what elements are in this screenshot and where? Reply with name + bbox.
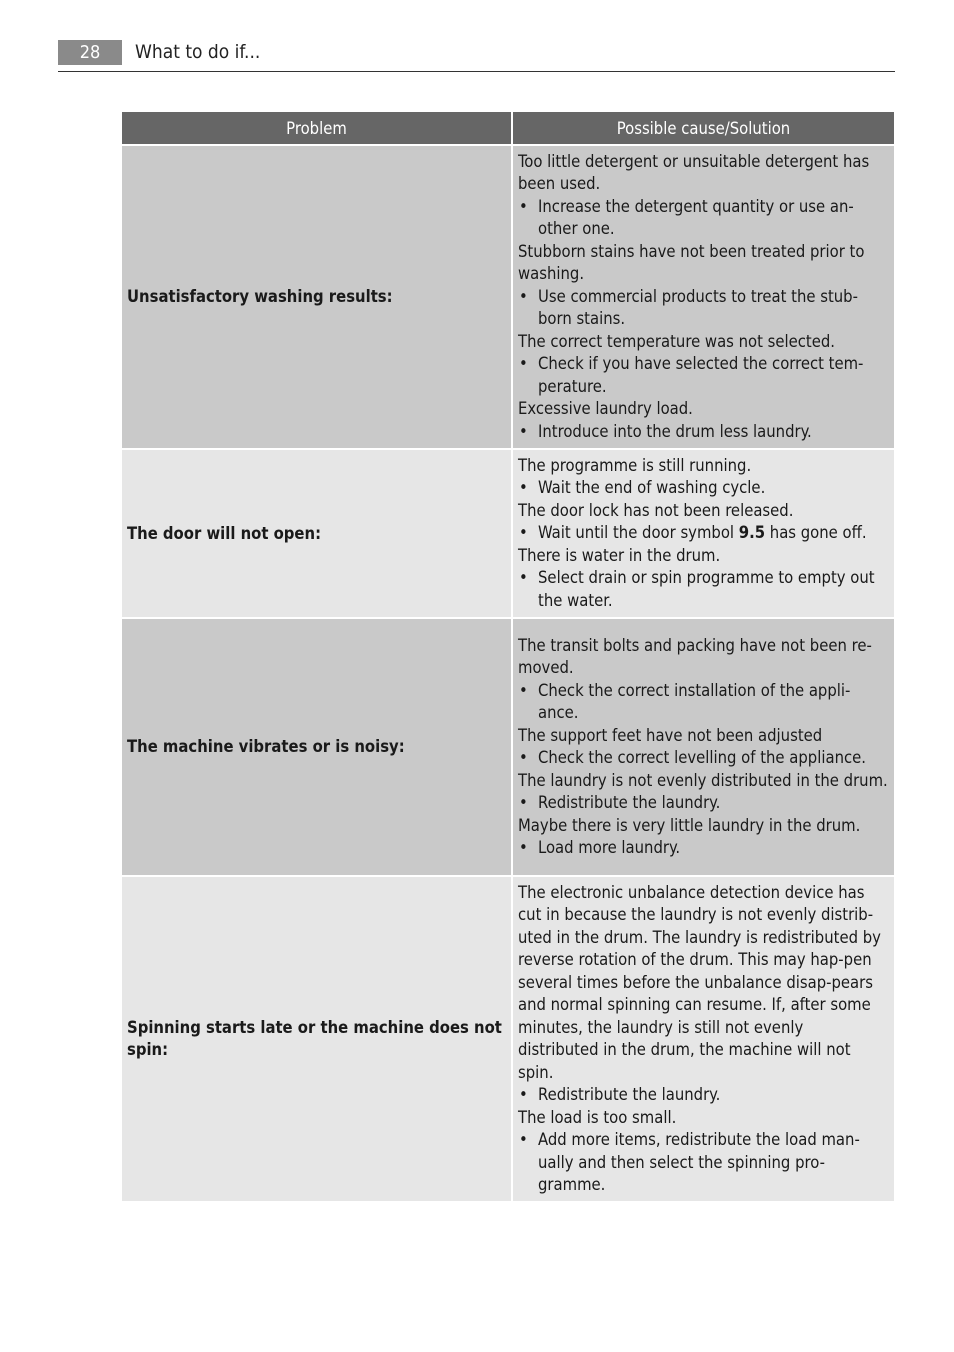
problem-cell: Spinning starts late or the machine does not spin: [122, 877, 511, 1201]
cause-text: The programme is still running. [518, 455, 752, 475]
cause-text: The load is too small. [518, 1107, 677, 1127]
solution-cell [513, 450, 894, 617]
problem-cell: The machine vibrates or is noisy: [122, 619, 511, 875]
cause-text: Stubborn stains have not been treated prior to washing. [518, 241, 865, 284]
cause-text: The electronic unbalance detection device has cut in because the laundry is not evenly distrib-uted in the drum. The laundry is redistributed by reverse rotation of the drum. This may hap-pen several times before the unbalance disap-pears and normal spinning can resume. If, after some minutes, the laundry is still not evenly distributed in the drum, the machine will not spin. [518, 882, 881, 1082]
cause-text: The laundry is not evenly distributed in the drum. [518, 770, 888, 790]
table-row [122, 619, 894, 875]
cause-text: Maybe there is very little laundry in the drum. [518, 815, 861, 835]
solution-bullet [518, 522, 888, 545]
solution-cell [513, 877, 894, 1201]
cause-text: The correct temperature was not selected. [518, 331, 836, 351]
solution-bullet: • Use commercial products to treat the stub-born stains. [518, 286, 888, 331]
cause-text: The transit bolts and packing have not been re-moved. [518, 635, 872, 677]
solution-text: has gone off. [765, 523, 867, 543]
solution-bullet: • Redistribute the laundry. [518, 792, 888, 815]
cause-text: Excessive laundry load. [518, 399, 693, 419]
table-row [122, 877, 894, 1201]
section-title: What to do if... [135, 41, 261, 63]
page-header [58, 40, 895, 72]
table-row [122, 450, 894, 617]
cause-text: The door lock has not been released. [518, 500, 794, 520]
solution-cell [513, 146, 894, 448]
solution-bullet: • Check the correct installation of the appli-ance. [518, 680, 888, 725]
solution-bullet: • Load more laundry. [518, 837, 888, 860]
solution-bullet: • Select drain or spin programme to empty out the water. [518, 567, 888, 612]
problem-cell: Unsatisfactory washing results: [122, 146, 511, 448]
solution-bullet: • Check if you have selected the correct tem-perature. [518, 353, 888, 398]
column-header-problem: Problem [122, 112, 511, 144]
cause-text: The support feet have not been adjusted [518, 725, 823, 745]
table-header-row [122, 112, 894, 144]
table-row [122, 146, 894, 448]
solution-cell [513, 619, 894, 875]
cause-text: Too little detergent or unsuitable detergent has been used. [518, 151, 870, 194]
door-symbol: 9.5 [738, 523, 766, 543]
column-header-solution: Possible cause/Solution [513, 112, 894, 144]
solution-bullet: • Add more items, redistribute the load man-ually and then select the spinning pro-gramme. [518, 1129, 888, 1197]
solution-bullet: • Wait the end of washing cycle. [518, 477, 888, 500]
troubleshooting-table [120, 110, 896, 1203]
solution-text: Wait until the door symbol [538, 523, 739, 543]
problem-cell: The door will not open: [122, 450, 511, 617]
page-number: 28 [58, 40, 122, 65]
solution-bullet: • Increase the detergent quantity or use an-other one. [518, 196, 888, 241]
solution-bullet: • Introduce into the drum less laundry. [518, 421, 888, 444]
solution-bullet: • Check the correct levelling of the appliance. [518, 747, 888, 770]
solution-bullet: • Redistribute the laundry. [518, 1084, 888, 1107]
cause-text: There is water in the drum. [518, 545, 721, 565]
